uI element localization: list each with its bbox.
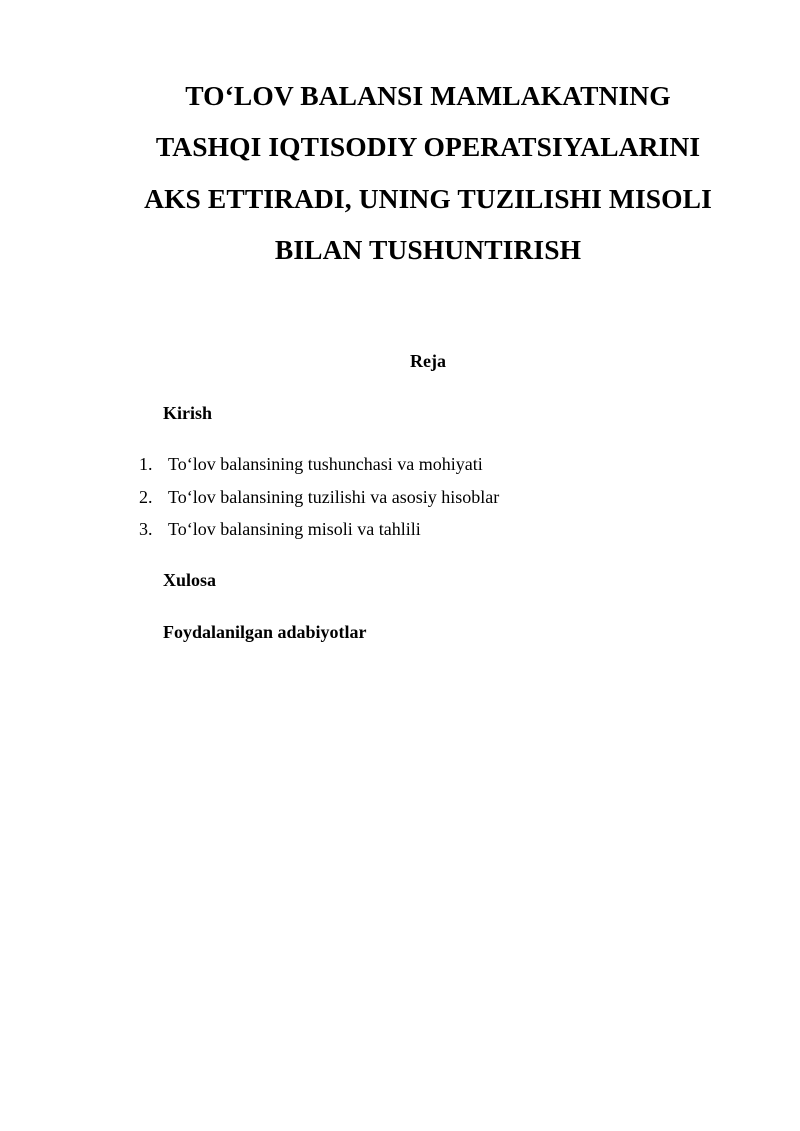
plan-item-number: 2. xyxy=(139,486,153,507)
title-line: TO‘LOV BALANSI MAMLAKATNING xyxy=(185,80,671,111)
title-line: TASHQI IQTISODIY OPERATSIYALARINI xyxy=(155,131,701,163)
plan-heading: Reja xyxy=(410,351,446,371)
title-line: BILAN TUSHUNTIRISH xyxy=(274,233,582,265)
plan-item-text: To‘lov balansining tushunchasi va mohiyati xyxy=(168,454,483,474)
intro-label: Kirish xyxy=(163,403,213,423)
conclusion-label: Xulosa xyxy=(163,570,217,590)
title-line: AKS ETTIRADI, UNING TUZILISHI MISOLI xyxy=(144,182,712,214)
plan-item-text: To‘lov balansining tuzilishi va asosiy hisoblar xyxy=(168,486,500,507)
document-title xyxy=(100,70,756,275)
plan-item-number: 1. xyxy=(139,454,153,474)
plan-item-number: 3. xyxy=(139,519,153,539)
plan-item-text: To‘lov balansining misoli va tahlili xyxy=(168,519,421,539)
references-label: Foydalanilgan adabiyotlar xyxy=(163,622,367,642)
